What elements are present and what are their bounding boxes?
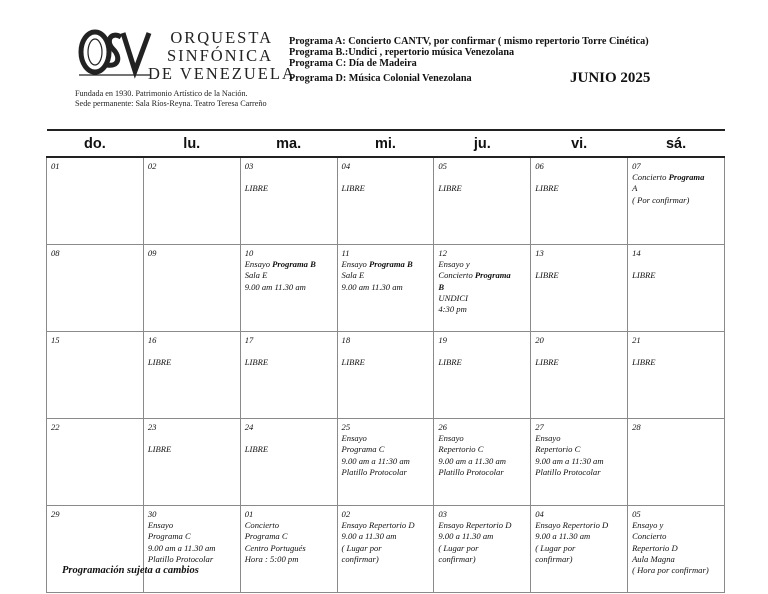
event-line: LIBRE [535,357,559,368]
day-number: 02 [147,161,157,171]
event-line: Repertorio C [535,444,581,455]
event-line: Sala E [341,270,365,281]
calendar-day-cell [628,245,725,332]
calendar-week-row [47,419,725,506]
event-line: Programa C [341,444,385,455]
day-number: 08 [51,248,60,258]
osv-logo-mark [75,27,155,87]
calendar-day-cell [337,157,434,245]
event-line: Platillo Protocolar [341,466,407,477]
day-number: 11 [341,248,350,258]
day-number: 25 [341,422,351,432]
calendar-day-cell [337,332,434,419]
event-line: 9.00 a 11.30 am [438,531,494,542]
day-number: 02 [341,509,351,519]
orchestra-name-line-3: DE VENEZUELA [148,64,296,83]
calendar-day-cell [240,157,337,245]
month-title: JUNIO 2025 [570,70,651,86]
calendar-day-cell [628,506,725,593]
event-line: 9.00 am 11.30 am [341,281,403,292]
calendar-day-cell [628,157,725,245]
event-line: 9.00 a 11.30 am [341,531,397,542]
weekday-sunday: do. [47,130,144,157]
event-line: Platillo Protocolar [535,466,601,477]
event-line: LIBRE [147,357,172,368]
event-line: LIBRE [244,444,269,455]
event-line: Ensayo Repertorio D [535,520,609,531]
day-number: 03 [244,161,254,171]
calendar-day-cell [240,332,337,419]
day-number: 15 [51,335,60,345]
event-line: Concierto Programa [438,270,511,281]
event-line: LIBRE [535,183,559,194]
event-line: 9.00 am a 11.30 am [438,455,507,466]
calendar-week-row [47,506,725,593]
event-line: 4:30 pm [438,304,467,315]
event-line: Ensayo y [632,520,664,531]
event-line: Aula Magna [632,553,675,564]
event-line: UNDICI [438,292,468,303]
weekday-tuesday: ma. [240,130,337,157]
event-line: Ensayo [147,520,174,531]
calendar-day-cell [628,419,725,506]
event-line: ( Lugar por [535,542,576,553]
event-line: LIBRE [438,183,462,194]
day-number: 19 [438,335,447,345]
calendar-day-cell [47,419,144,506]
calendar-day-cell [240,506,337,593]
weekday-wednesday: mi. [337,130,434,157]
day-number: 30 [147,509,157,519]
weekday-monday: lu. [143,130,240,157]
day-number: 20 [535,335,544,345]
calendar-day-cell [47,506,144,593]
event-line: LIBRE [244,183,269,194]
calendar-day-cell [143,157,240,245]
calendar-table [46,129,725,593]
day-number: 23 [147,422,157,432]
program-b: Programa B.:Undici , repertorio música Venezolana [289,47,515,58]
orchestra-name [148,28,296,83]
day-number: 21 [632,335,641,345]
calendar-day-cell [337,506,434,593]
day-number: 13 [535,248,544,258]
calendar-day-cell [531,332,628,419]
calendar-day-cell [240,419,337,506]
calendar-day-cell [434,506,531,593]
calendar-body [47,157,725,593]
event-line: LIBRE [341,357,365,368]
event-line: Repertorio C [438,444,484,455]
event-line: Repertorio D [632,542,678,553]
day-number: 04 [341,161,351,171]
day-number: 09 [147,248,157,258]
event-line: Centro Portugués [244,542,306,553]
day-number: 28 [632,422,641,432]
day-number: 06 [535,161,544,171]
day-number: 01 [244,509,254,519]
orchestra-name-line-2: SINFÓNICA [166,46,273,65]
calendar-day-cell [240,245,337,332]
event-line: Platillo Protocolar [147,553,214,564]
event-line: LIBRE [632,270,656,281]
calendar-day-cell [47,332,144,419]
day-number: 26 [438,422,447,432]
event-line: ( Lugar por [438,542,479,553]
day-number: 27 [535,422,544,432]
weekday-header-row [47,130,725,157]
calendar-day-cell [143,245,240,332]
day-number: 24 [244,422,254,432]
day-number: 14 [632,248,641,258]
calendar-day-cell [531,157,628,245]
program-c: Programa C: Día de Madeira [289,58,417,69]
calendar-day-cell [47,157,144,245]
event-line: Concierto [244,520,280,531]
day-number: 04 [535,509,544,519]
calendar-day-cell [434,157,531,245]
founded-line-2: Sede permanente: Sala Ríos-Reyna. Teatro Teresa Carreño [75,99,267,108]
event-line: B [438,281,445,292]
event-line: 9.00 am a 11:30 am [535,455,604,466]
event-line: Ensayo y [438,259,470,270]
event-line: LIBRE [535,270,559,281]
event-line: Ensayo [438,433,464,444]
event-line: A [632,183,638,194]
event-line: ( Lugar por [341,542,382,553]
day-number: 03 [438,509,447,519]
calendar-day-cell [143,506,240,593]
day-number: 12 [438,248,447,258]
day-number: 07 [632,161,641,171]
calendar-day-cell [628,332,725,419]
event-line: LIBRE [341,183,365,194]
orchestra-name-line-1: ORQUESTA [170,28,273,47]
event-line: ( Por confirmar) [632,194,690,205]
event-line: LIBRE [438,357,462,368]
event-line: ( Hora por confirmar) [632,565,709,576]
event-line: 9.00 am a 11.30 am [147,542,216,553]
event-line: 9.00 am a 11:30 am [341,455,410,466]
calendar-day-cell [143,419,240,506]
event-line: Ensayo [341,433,367,444]
event-line: Ensayo Programa B [244,259,316,270]
founded-line-1: Fundada en 1930. Patrimonio Artístico de la Nación. [75,89,248,98]
calendar-week-row [47,157,725,245]
calendar-week-row [47,245,725,332]
event-line: LIBRE [147,444,172,455]
event-line: Ensayo Programa B [341,259,413,270]
day-number: 10 [244,248,254,258]
event-line: confirmar) [341,553,379,564]
calendar-day-cell [47,245,144,332]
calendar-day-cell [337,419,434,506]
event-line: Ensayo Repertorio D [438,520,512,531]
event-line: Programa C [244,531,288,542]
day-number: 16 [147,335,157,345]
weekday-friday: vi. [531,130,628,157]
calendar-day-cell [337,245,434,332]
event-line: Ensayo [535,433,561,444]
event-line: Sala E [244,270,268,281]
schedule-disclaimer: Programación sujeta a cambios [62,565,199,576]
event-line: 9.00 am 11.30 am [244,281,306,292]
day-number: 01 [51,161,60,171]
program-a: Programa A: Concierto CANTV, por confirmar ( mismo repertorio Torre Cinética) [289,36,649,47]
event-line: 9.00 a 11.30 am [535,531,591,542]
calendar-day-cell [531,419,628,506]
event-line: confirmar) [438,553,476,564]
calendar-day-cell [143,332,240,419]
day-number: 29 [51,509,60,519]
day-number: 05 [438,161,447,171]
program-d: Programa D: Música Colonial Venezolana [289,73,472,84]
calendar-week-row [47,332,725,419]
day-number: 17 [244,335,254,345]
event-line: Ensayo Repertorio D [341,520,415,531]
calendar-day-cell [531,245,628,332]
weekday-saturday: sá. [628,130,725,157]
calendar-day-cell [434,419,531,506]
event-line: LIBRE [632,357,656,368]
calendar-day-cell [531,506,628,593]
event-line: confirmar) [535,553,573,564]
event-line: Programa C [147,531,191,542]
event-line: Platillo Protocolar [438,466,504,477]
event-line: LIBRE [244,357,269,368]
day-number: 22 [51,422,60,432]
calendar-day-cell [434,332,531,419]
founded-info [75,89,267,109]
event-line: Concierto [632,531,667,542]
day-number: 05 [632,509,641,519]
event-line: Concierto Programa [632,172,705,183]
day-number: 18 [341,335,351,345]
calendar-day-cell [434,245,531,332]
weekday-thursday: ju. [434,130,531,157]
event-line: Hora : 5:00 pm [244,553,299,564]
